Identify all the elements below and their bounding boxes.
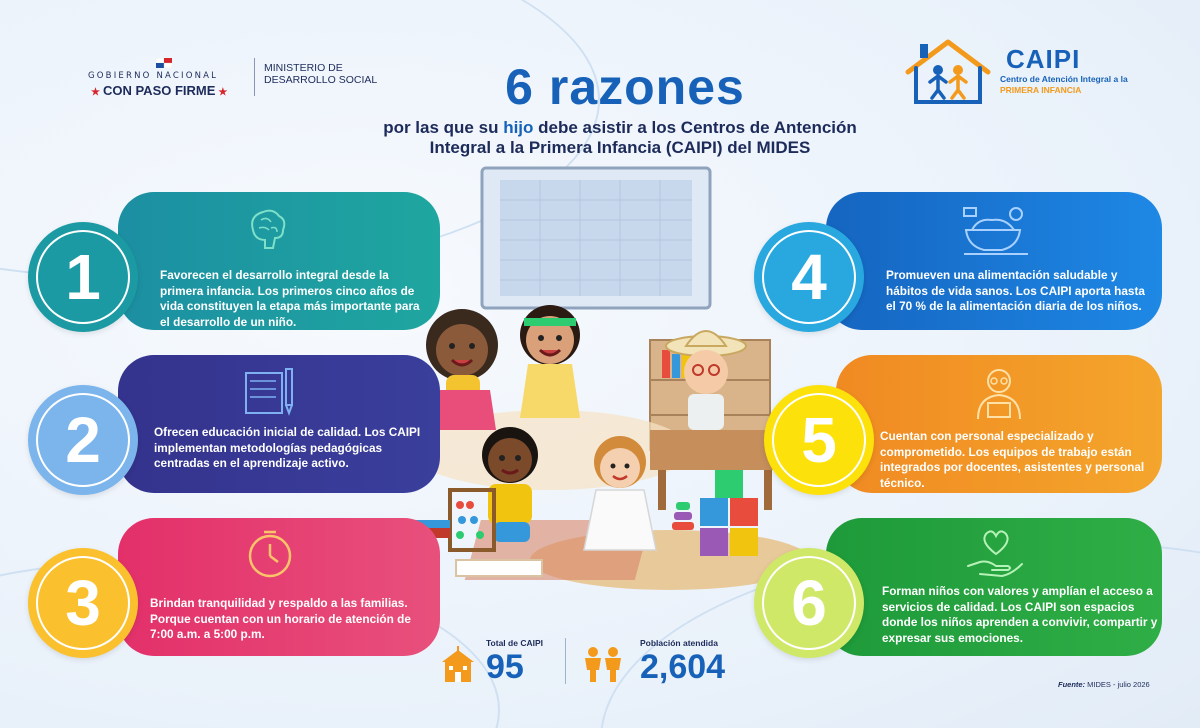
food-bowl-icon (962, 202, 1032, 256)
reason-number-2: 2 (28, 385, 138, 495)
caipi-description: Centro de Atención Integral a la PRIMERA INFANCIA (1000, 74, 1128, 95)
reason-card-4 (826, 192, 1162, 330)
clock-icon (244, 528, 296, 580)
population-label: Población atendida (640, 638, 718, 648)
reason-card-5 (836, 355, 1162, 493)
stats-divider (565, 638, 566, 684)
reason-number-5: 5 (764, 385, 874, 495)
reason-text: Forman niños con valores y amplían el acceso a servicios de calidad. Los CAIPI son espacios donde los niños aprenden a convivir, compartir y expresar sus emociones. (882, 584, 1158, 645)
government-logo (88, 58, 388, 98)
reason-text: Favorecen el desarrollo integral desde la primera infancia. Los primeros cinco años de vida constituyen la etapa más importante para el desarrollo de un niño. (160, 268, 420, 329)
reason-text: Promueven una alimentación saludable y hábitos de vida sanos. Los CAIPI aporta hasta el 70 % de la alimentación diaria de los niños. (886, 268, 1145, 313)
reason-text: Cuentan con personal especializado y comprometido. Los equipos de trabajo están integrados por docentes, asistentes y personal técnico. (880, 429, 1145, 490)
reason-card-2 (118, 355, 440, 493)
teacher-icon (972, 365, 1026, 421)
total-caipi-label: Total de CAIPI (486, 638, 543, 648)
reason-number-3: 3 (28, 548, 138, 658)
page-title: 6 razones (505, 59, 745, 115)
population-value: 2,604 (640, 648, 726, 686)
panama-flag-icon (156, 58, 172, 68)
reason-number-4: 4 (754, 222, 864, 332)
children-icon (582, 646, 624, 684)
reason-card-3 (118, 518, 440, 656)
total-caipi-value: 95 (486, 648, 524, 686)
school-building-icon (440, 646, 476, 684)
reason-card-1 (118, 192, 440, 330)
reason-number-6: 6 (754, 548, 864, 658)
brain-icon (243, 204, 291, 252)
source-note: Fuente: MIDES - julio 2026 (1058, 680, 1150, 689)
caipi-logo (900, 36, 1140, 108)
statistics (440, 636, 780, 688)
ministry-name: MINISTERIO DE DESARROLLO SOCIAL (264, 62, 378, 86)
reason-text: Ofrecen educación inicial de calidad. Los CAIPI implementan metodologías pedagógicas centradas en el aprendizaje activo. (154, 425, 421, 470)
book-icon (240, 365, 300, 417)
reason-card-6 (826, 518, 1162, 656)
gov-line1: GOBIERNO NACIONAL (88, 71, 219, 81)
gov-line2: ★ CON PASO FIRME ★ (91, 83, 228, 98)
reason-number-1: 1 (28, 222, 138, 332)
reason-text: Brindan tranquilidad y respaldo a las familias. Porque cuentan con un horario de atención de 7:00 a.m. a 5:00 p.m. (150, 596, 411, 641)
divider (254, 58, 255, 96)
caipi-name: CAIPI (1006, 44, 1081, 74)
children-classroom-illustration (400, 150, 820, 600)
page-subtitle: por las que su hijo debe asistir a los Centros de Antención Integral a la Primera Infancia (CAIPI) del MIDES (383, 118, 857, 157)
house-family-icon (900, 36, 996, 108)
heart-hand-icon (966, 526, 1026, 582)
